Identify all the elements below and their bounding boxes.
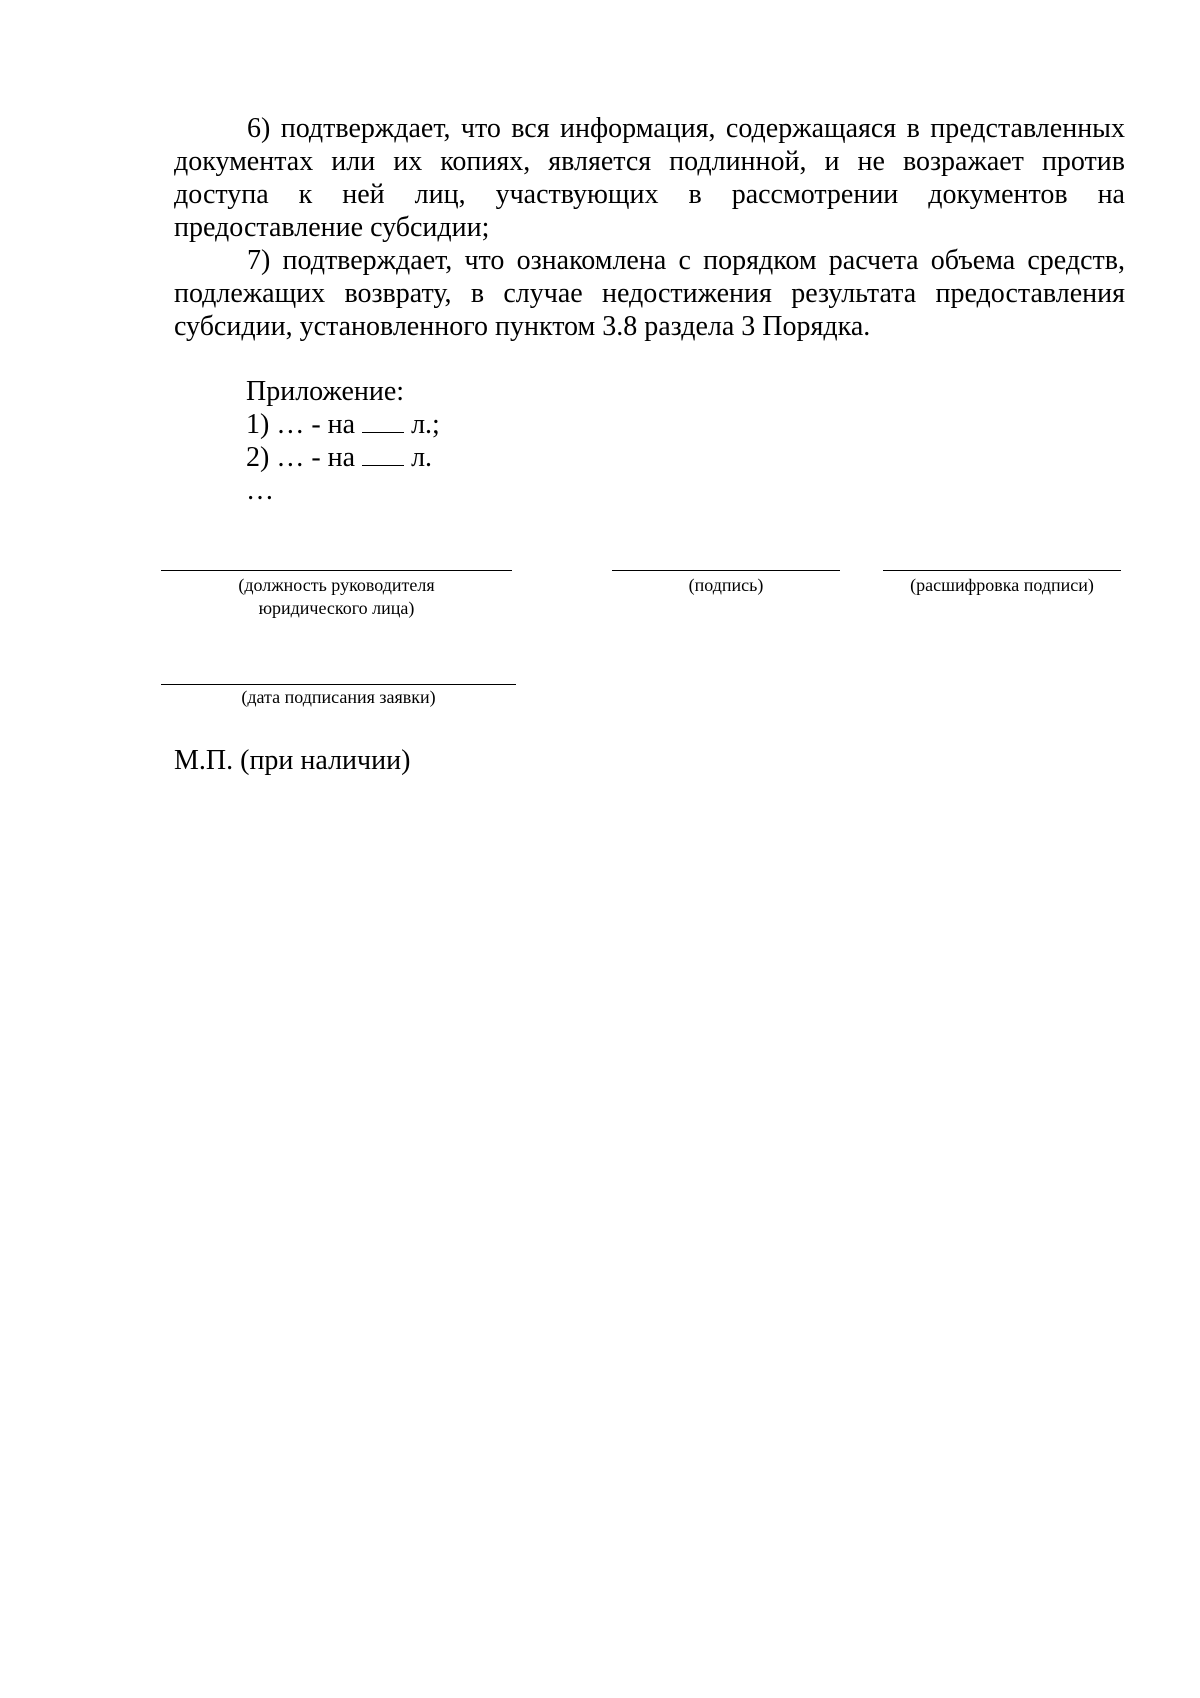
attachment-item-1-suffix: л.; [404, 409, 440, 440]
position-signature-line [161, 570, 512, 571]
attachment-item-2-prefix: 2) … - на [246, 442, 363, 473]
position-caption-line-2: юридического лица) [258, 598, 415, 618]
paragraph-7: 7) подтверждает, что ознакомлена с порядком расчета объема средств, подлежащих возврату, в случае недостижения результата предоставления субсидии, установленного пунктом 3.8 раздела 3 Порядка. [174, 245, 1125, 342]
stamp-note: М.П. (при наличии) [174, 745, 411, 776]
page-count-blank [362, 441, 404, 466]
attachment-item-2 [246, 441, 440, 474]
decryption-caption: (расшифровка подписи) [910, 575, 1094, 595]
page-count-blank [362, 408, 404, 433]
decryption-signature-line [883, 570, 1121, 571]
position-caption [161, 574, 512, 620]
position-caption-line-1: (должность руководителя [238, 575, 435, 595]
date-signature-line [161, 684, 516, 685]
attachment-item-1-prefix: 1) … - на [246, 409, 363, 440]
attachments-heading: Приложение: [246, 376, 405, 407]
attachments-list [246, 375, 440, 507]
paragraph-6: 6) подтверждает, что вся информация, содержащаяся в представленных документах или их копиях, является подлинной, и не возражает против доступа к ней лиц, участвующих в рассмотрении документов на предоставление субсидии; [174, 113, 1125, 243]
date-caption: (дата подписания заявки) [241, 687, 436, 707]
attachment-item-1 [246, 408, 440, 441]
attachments-ellipsis: … [246, 475, 274, 506]
signature-caption: (подпись) [688, 575, 764, 595]
attachment-item-2-suffix: л. [404, 442, 433, 473]
document-body [174, 112, 1125, 343]
signature-line [612, 570, 840, 571]
